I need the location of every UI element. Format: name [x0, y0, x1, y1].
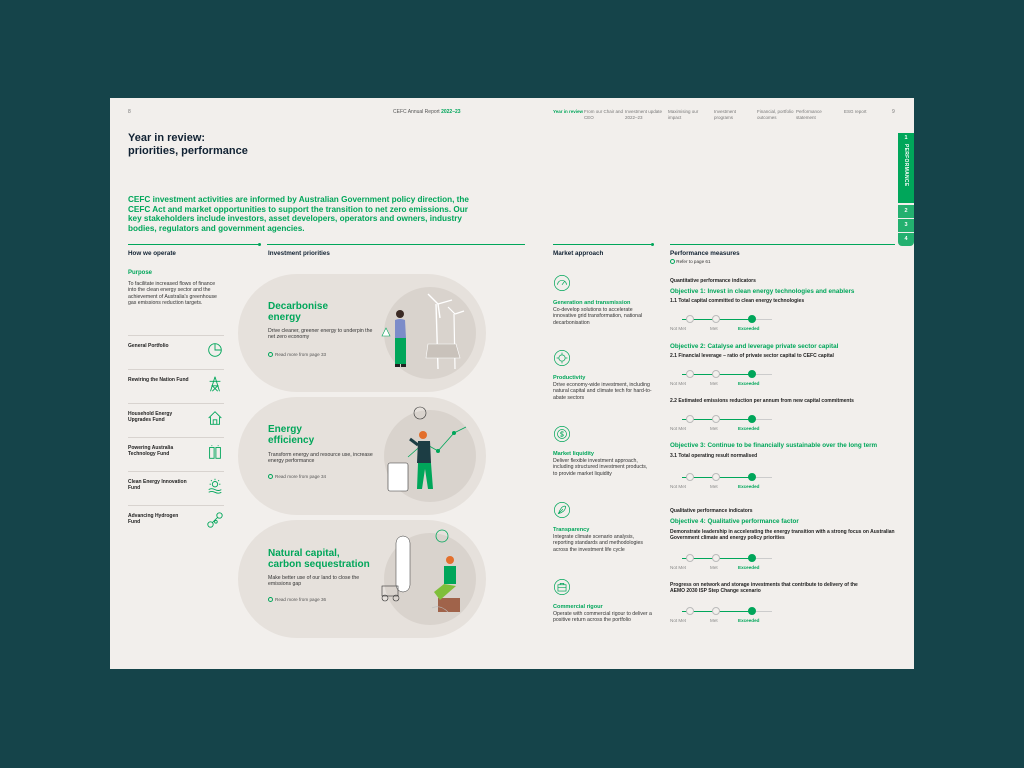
page-number-left: 8 [128, 109, 131, 115]
refer-page-link[interactable]: Refer to page 61 [670, 259, 711, 265]
arrow-circle-icon [670, 259, 675, 264]
page-number-right: 9 [892, 109, 895, 115]
pie-chart-icon [206, 341, 224, 359]
tab-2[interactable]: 2 [898, 205, 914, 218]
nav-maximising-impact[interactable]: Maximising our impact [668, 109, 699, 120]
market-approach-generation: Generation and transmission Co-develop solutions to accelerate innovative grid transformation, national decarbonisation [553, 274, 653, 326]
read-more-link[interactable]: Read more from page 34 [268, 474, 326, 479]
read-more-link[interactable]: Read more from page 36 [268, 597, 326, 602]
arrow-circle-icon [268, 597, 273, 602]
how-we-operate-heading: How we operate [128, 250, 176, 257]
fund-powering-australia: Powering Australia Technology Fund [128, 437, 224, 469]
gear-leaf-icon [553, 349, 571, 367]
tab-3[interactable]: 3 [898, 219, 914, 232]
nav-financial-outcomes[interactable]: Financial, portfolio outcomes [757, 109, 794, 120]
rule-dot [651, 243, 654, 246]
measure-2-2: 2.2 Estimated emissions reduction per annum from new capital commitments [670, 398, 854, 404]
exceeded-check-icon [748, 473, 756, 481]
priority-title: Decarbonise energy [268, 301, 329, 323]
priority-body: Transform energy and resource use, increase energy performance [268, 452, 373, 465]
measure-1-1: 1.1 Total capital committed to clean energy technologies [670, 298, 805, 304]
objective-4: Objective 4: Qualitative performance factor [670, 518, 799, 525]
rule-market-approach [553, 244, 651, 245]
nav-investment-update[interactable]: Investment update 2022–23 [625, 109, 663, 120]
rule-dot [258, 243, 261, 246]
arrow-circle-icon [268, 474, 273, 479]
rating-scale: Not Met Met Exceeded [670, 369, 780, 389]
battery-icon [206, 443, 224, 461]
investment-priorities-heading: Investment priorities [268, 250, 330, 257]
rule-performance [670, 244, 895, 245]
purpose-text: To facilitate increased flows of finance into the clean energy sector and the achievement of Australia's greenhouse gas emissions reduction targets. [128, 281, 217, 307]
nav-chair-ceo[interactable]: From our Chair and CEO [584, 109, 624, 120]
market-approach-liquidity: Market liquidity Deliver flexible investment approach, including structured investment products, to provide market liquidity [553, 425, 653, 477]
exceeded-check-icon [748, 554, 756, 562]
fund-general-portfolio: General Portfolio [128, 335, 224, 367]
objective-3: Objective 3: Continue to be financially sustainable over the long term [670, 442, 878, 449]
market-approach-productivity: Productivity Drive economy-wide investment, including natural capital and climate tech for hard-to-abate sectors [553, 349, 653, 401]
rating-scale: Not Met Met Exceeded [670, 472, 780, 492]
report-spread [110, 98, 914, 669]
priority-body: Make better use of our land to close the emissions gap [268, 575, 360, 588]
rule-how-we-operate [128, 244, 258, 245]
purpose-heading: Purpose [128, 270, 153, 276]
tab-4[interactable]: 4 [898, 233, 914, 246]
nav-year-in-review[interactable]: Year in review [553, 109, 584, 114]
rating-scale: Not Met Met Exceeded [670, 553, 780, 573]
intro-statement: CEFC investment activities are informed by Australian Government policy direction, the CEFC Act and market opportunities to support the transition to net zero emissions. Our key stakeholders include investors, asset developers, operators and owners, industry bodies, regulators and government agencies. [128, 195, 469, 233]
fund-rewiring-the-nation: Rewiring the Nation Fund [128, 369, 224, 401]
hydrogen-icon [206, 511, 224, 529]
performance-heading: Performance measures [670, 250, 740, 257]
briefcase-icon [553, 578, 571, 596]
market-approach-heading: Market approach [553, 250, 604, 257]
nav-performance-statement[interactable]: Performance statement [796, 109, 822, 120]
nav-investment-programs[interactable]: Investment programs [714, 109, 737, 120]
measure-2-1: 2.1 Financial leverage – ratio of private sector capital to CEFC capital [670, 353, 834, 359]
tab-performance[interactable]: 1 PERFORMANCE [898, 133, 914, 203]
wind-solar-illustration [368, 274, 486, 392]
quantitative-label: Quantitative performance indicators [670, 278, 756, 284]
measure-3-1: 3.1 Total operating result normalised [670, 453, 758, 459]
page-title: Year in review: priorities, performance [128, 132, 248, 157]
arrow-circle-icon [268, 352, 273, 357]
exceeded-check-icon [748, 415, 756, 423]
qualitative-measure-2: Progress on network and storage investments that contribute to delivery of the AEMO 2030 ISP Step Change scenario [670, 582, 858, 595]
rating-scale: Not Met Met Exceeded [670, 414, 780, 434]
objective-2: Objective 2: Catalyse and leverage private sector capital [670, 343, 839, 350]
qualitative-label: Qualitative performance indicators [670, 508, 753, 514]
exceeded-check-icon [748, 607, 756, 615]
gauge-icon [553, 274, 571, 292]
read-more-link[interactable]: Read more from page 33 [268, 352, 326, 357]
priority-energy-efficiency [238, 397, 486, 515]
energy-efficiency-illustration [368, 397, 486, 515]
natural-capital-illustration [368, 520, 486, 638]
leaf-hand-icon [553, 501, 571, 519]
priority-decarbonise-energy [238, 274, 486, 392]
report-title: CEFC Annual Report 2022–23 [393, 109, 461, 115]
market-approach-transparency: Transparency Integrate climate scenario analysis, reporting standards and methodologies across the investment life cycle [553, 501, 653, 553]
house-icon [206, 409, 224, 427]
fund-advancing-hydrogen: Advancing Hydrogen Fund [128, 505, 224, 537]
rating-scale: Not Met Met Exceeded [670, 606, 780, 626]
fund-clean-energy-innovation: Clean Energy Innovation Fund [128, 471, 224, 503]
transmission-tower-icon [206, 375, 224, 393]
nav-esg-report[interactable]: ESG report [844, 109, 867, 114]
priority-title: Energy efficiency [268, 424, 315, 446]
market-approach-commercial-rigour: Commercial rigour Operate with commercial rigour to deliver a positive return across the portfolio [553, 578, 653, 624]
rule-investment-priorities [267, 244, 525, 245]
qualitative-measure-1: Demonstrate leadership in accelerating the energy transition with a strong focus on Australian Government climate and energy policy priorities [670, 529, 895, 542]
priority-natural-capital [238, 520, 486, 638]
priority-title: Natural capital, carbon sequestration [268, 548, 370, 570]
sun-waves-icon [206, 477, 224, 495]
exceeded-check-icon [748, 370, 756, 378]
exceeded-check-icon [748, 315, 756, 323]
rating-scale: Not Met Met Exceeded [670, 314, 780, 334]
objective-1: Objective 1: Invest in clean energy technologies and enablers [670, 288, 855, 295]
priority-body: Drive cleaner, greener energy to underpin the net zero economy [268, 328, 373, 341]
fund-household-energy: Household Energy Upgrades Fund [128, 403, 224, 435]
dollar-coin-icon [553, 425, 571, 443]
